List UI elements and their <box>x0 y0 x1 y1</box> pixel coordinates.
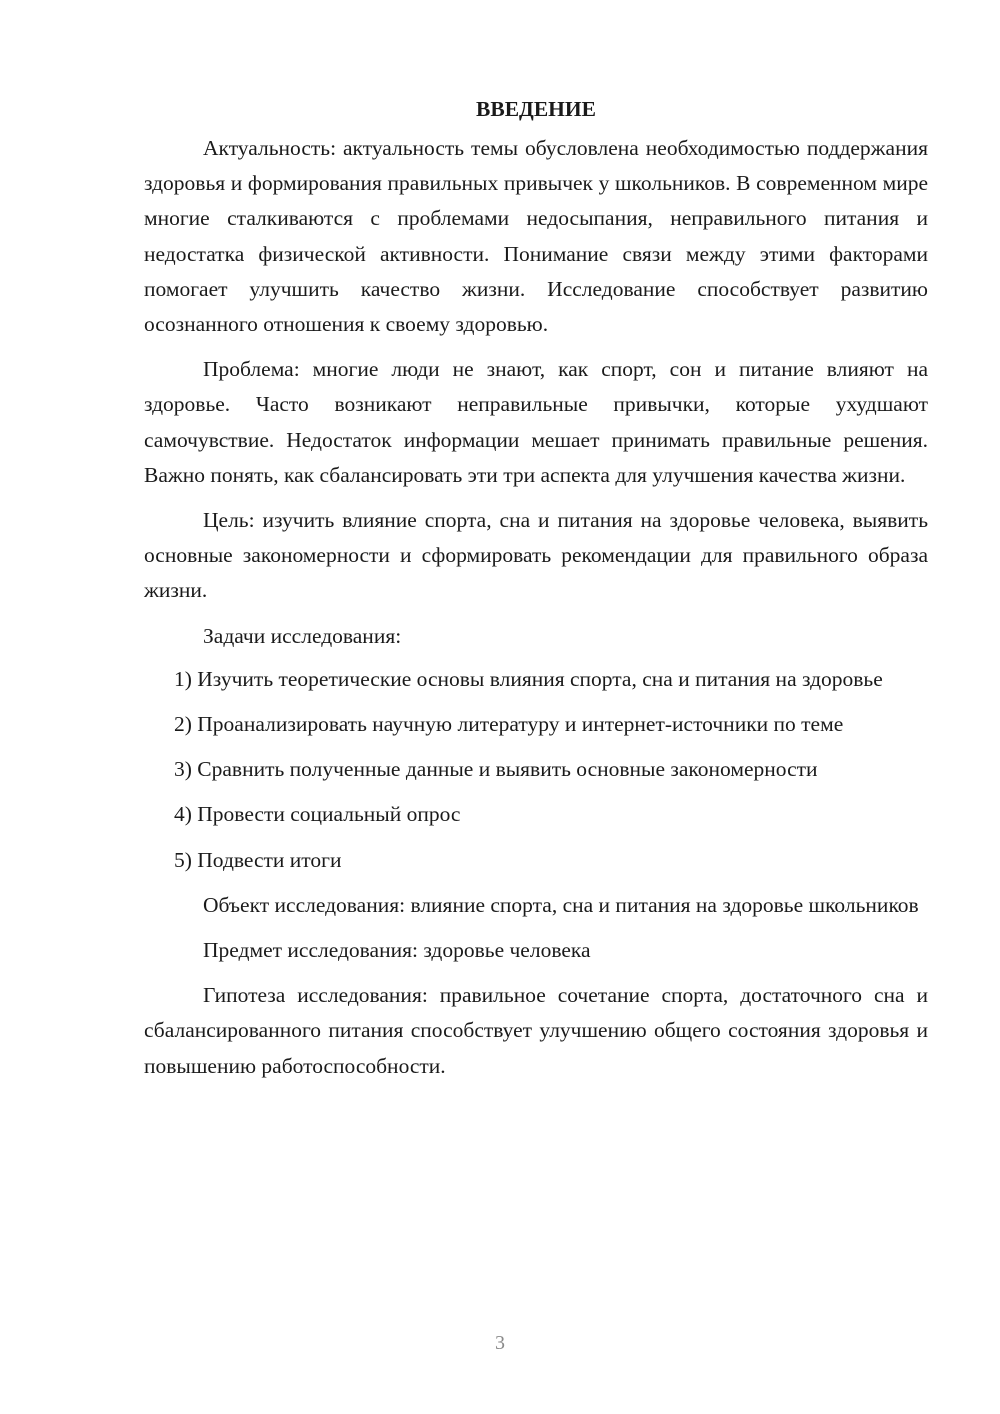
task-item-1: 1) Изучить теоретические основы влияния спорта, сна и питания на здоровье <box>174 666 883 691</box>
task-item-4: 4) Провести социальный опрос <box>174 802 461 827</box>
paragraph-problem: Проблема: многие люди не знают, как спорт, сон и питание влияют на здоровье. Часто возникают неправильные привычки, которые ухудшают самочувствие. Недостаток информации мешает принимать правильные решения. Важно понять, как сбалансировать эти три аспекта для улучшения качества жизни. <box>144 357 928 487</box>
section-title: ВВЕДЕНИЕ <box>476 97 596 121</box>
paragraph-subject: Предмет исследования: здоровье человека <box>203 938 591 963</box>
paragraph-relevance: Актуальность: актуальность темы обусловлена необходимостью поддержания здоровья и формирования правильных привычек у школьников. В современном мире многие сталкиваются с проблемами недосыпания, неправильного питания и недостатка физической активности. Понимание связи между этими факторами помогает улучшить качество жизни. Исследование способствует развитию осознанного отношения к своему здоровью. <box>144 136 928 337</box>
page-number: 3 <box>495 1332 505 1354</box>
paragraph-object: Объект исследования: влияние спорта, сна и питания на здоровье школьников <box>203 892 919 917</box>
document-page <box>144 92 928 1094</box>
paragraph-goal: Цель: изучить влияние спорта, сна и питания на здоровье человека, выявить основные закономерности и сформировать рекомендации для правильного образа жизни. <box>144 508 928 603</box>
task-item-2: 2) Проанализировать научную литературу и интернет-источники по теме <box>174 712 844 737</box>
paragraph-hypothesis: Гипотеза исследования: правильное сочетание спорта, достаточного сна и сбалансированного питания способствует улучшению общего состояния здоровья и повышению работоспособности. <box>144 983 928 1078</box>
tasks-heading: Задачи исследования: <box>203 623 402 648</box>
task-item-5: 5) Подвести итоги <box>174 847 342 872</box>
task-item-3: 3) Сравнить полученные данные и выявить основные закономерности <box>174 757 818 782</box>
